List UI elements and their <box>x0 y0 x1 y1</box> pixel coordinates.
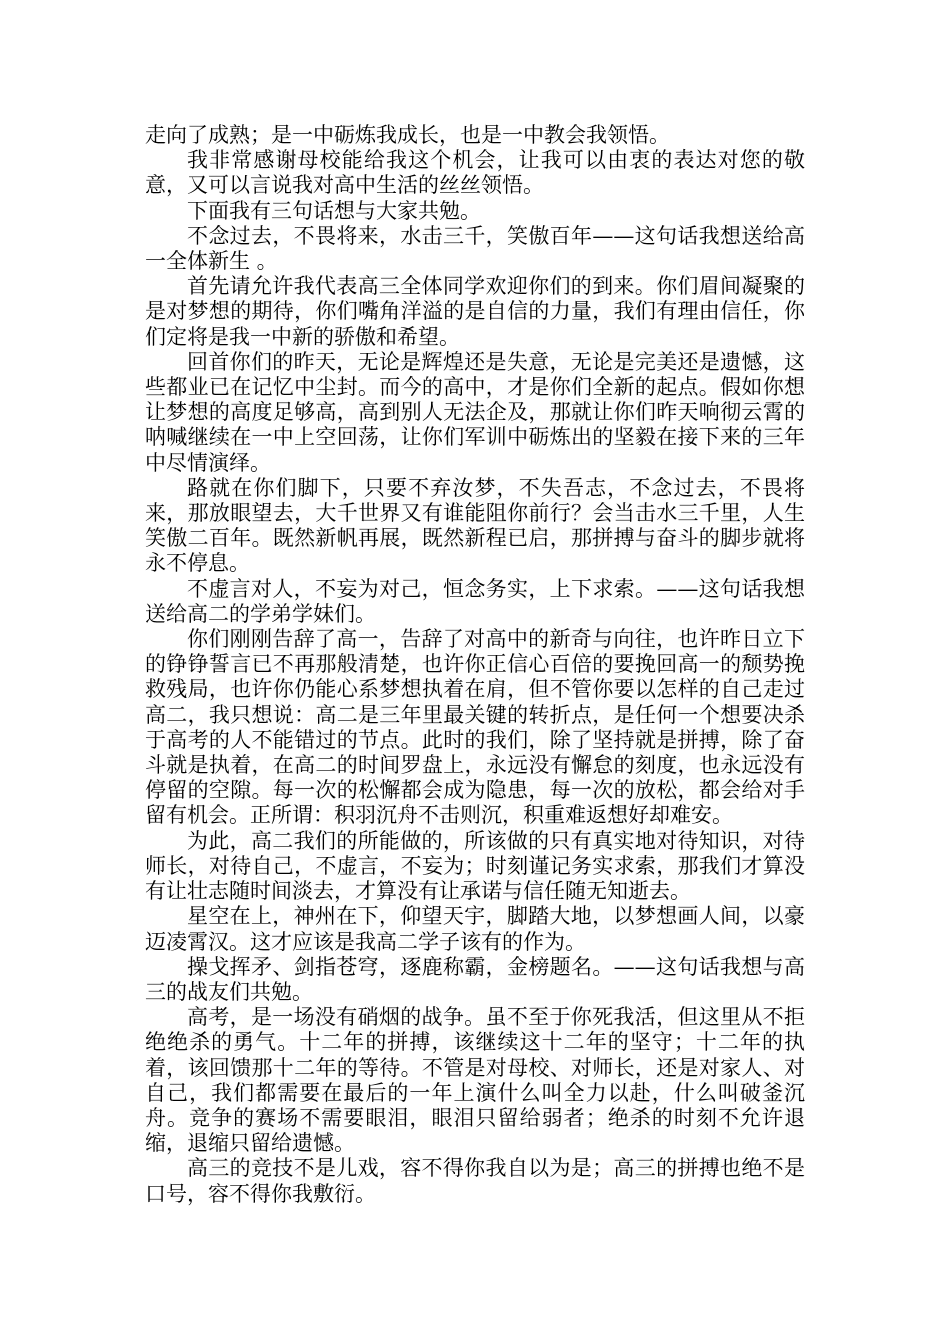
document-body <box>145 123 805 1207</box>
paragraph: 我非常感谢母校能给我这个机会，让我可以由衷的表达对您的敬意，又可以言说我对高中生活的丝丝领悟。 <box>145 148 805 198</box>
paragraph: 回首你们的昨天，无论是辉煌还是失意，无论是完美还是遗憾，这些都业已在记忆中尘封。而今的高中，才是你们全新的起点。假如你想让梦想的高度足够高，高到别人无法企及，那就让你们昨天响彻云霄的呐喊继续在一中上空回荡，让你们军训中砺炼出的坚毅在接下来的三年中尽情演绎。 <box>145 349 805 475</box>
paragraph: 下面我有三句话想与大家共勉。 <box>187 198 481 223</box>
paragraph: 操戈挥矛、剑指苍穹，逐鹿称霸，金榜题名。——这句话我想与高三的战友们共勉。 <box>145 954 805 1004</box>
paragraph: 首先请允许我代表高三全体同学欢迎你们的到来。你们眉间凝聚的是对梦想的期待，你们嘴角洋溢的是自信的力量，我们有理由信任，你们定将是我一中新的骄傲和希望。 <box>145 274 805 349</box>
paragraph: 不念过去，不畏将来，水击三千，笑傲百年——这句话我想送给高一全体新生 。 <box>145 223 805 274</box>
paragraph: 为此，高二我们的所能做的，所该做的只有真实地对待知识，对待师长，对待自己，不虚言，不妄为；时刻谨记务实求索，那我们才算没有让壮志随时间淡去，才算没有让承诺与信任随无知逝去。 <box>145 828 805 904</box>
paragraph: 高考，是一场没有硝烟的战争。虽不至于你死我活，但这里从不拒绝绝杀的勇气。十二年的拼搏，该继续这十二年的坚守；十二年的执着，该回馈那十二年的等待。不管是对母校、对师长，还是对家人、对自己，我们都需要在最后的一年上演什么叫全力以赴，什么叫破釜沉舟。竞争的赛场不需要眼泪，眼泪只留给弱者；绝杀的时刻不允许退缩，退缩只留给遗憾。 <box>145 1005 805 1156</box>
paragraph: 你们刚刚告辞了高一，告辞了对高中的新奇与向往，也许昨日立下的铮铮誓言已不再那般清楚，也许你正信心百倍的要挽回高一的颓势挽救残局，也许你仍能心系梦想执着在肩，但不管你要以怎样的自己走过高二，我只想说：高二是三年里最关键的转折点，是任何一个想要决杀于高考的人不能错过的节点。此时的我们，除了坚持就是拼搏，除了奋斗就是执着，在高二的时间罗盘上，永远没有懈怠的刻度，也永远没有停留的空隙。每一次的松懈都会成为隐患，每一次的放松，都会给对手留有机会。正所谓：积羽沉舟不击则沉，积重难返想好却难安。 <box>145 627 805 828</box>
paragraph: 高三的竞技不是儿戏，容不得你我自以为是；高三的拼搏也绝不是口号，容不得你我敷衍。 <box>145 1156 805 1206</box>
paragraph: 路就在你们脚下，只要不弃汝梦，不失吾志，不念过去，不畏将来，那放眼望去，大千世界又有谁能阻你前行？会当击水三千里，人生笑傲二百年。既然新帆再展，既然新程已启，那拼搏与奋斗的脚步就将永不停息。 <box>145 475 805 576</box>
paragraph: 不虚言对人，不妄为对己，恒念务实，上下求索。——这句话我想送给高二的学弟学妹们。 <box>145 576 805 626</box>
paragraph: 星空在上，神州在下，仰望天宇，脚踏大地，以梦想画人间，以豪迈凌霄汉。这才应该是我高二学子该有的作为。 <box>145 904 805 954</box>
paragraph: 走向了成熟；是一中砺炼我成长，也是一中教会我领悟。 <box>145 123 670 147</box>
